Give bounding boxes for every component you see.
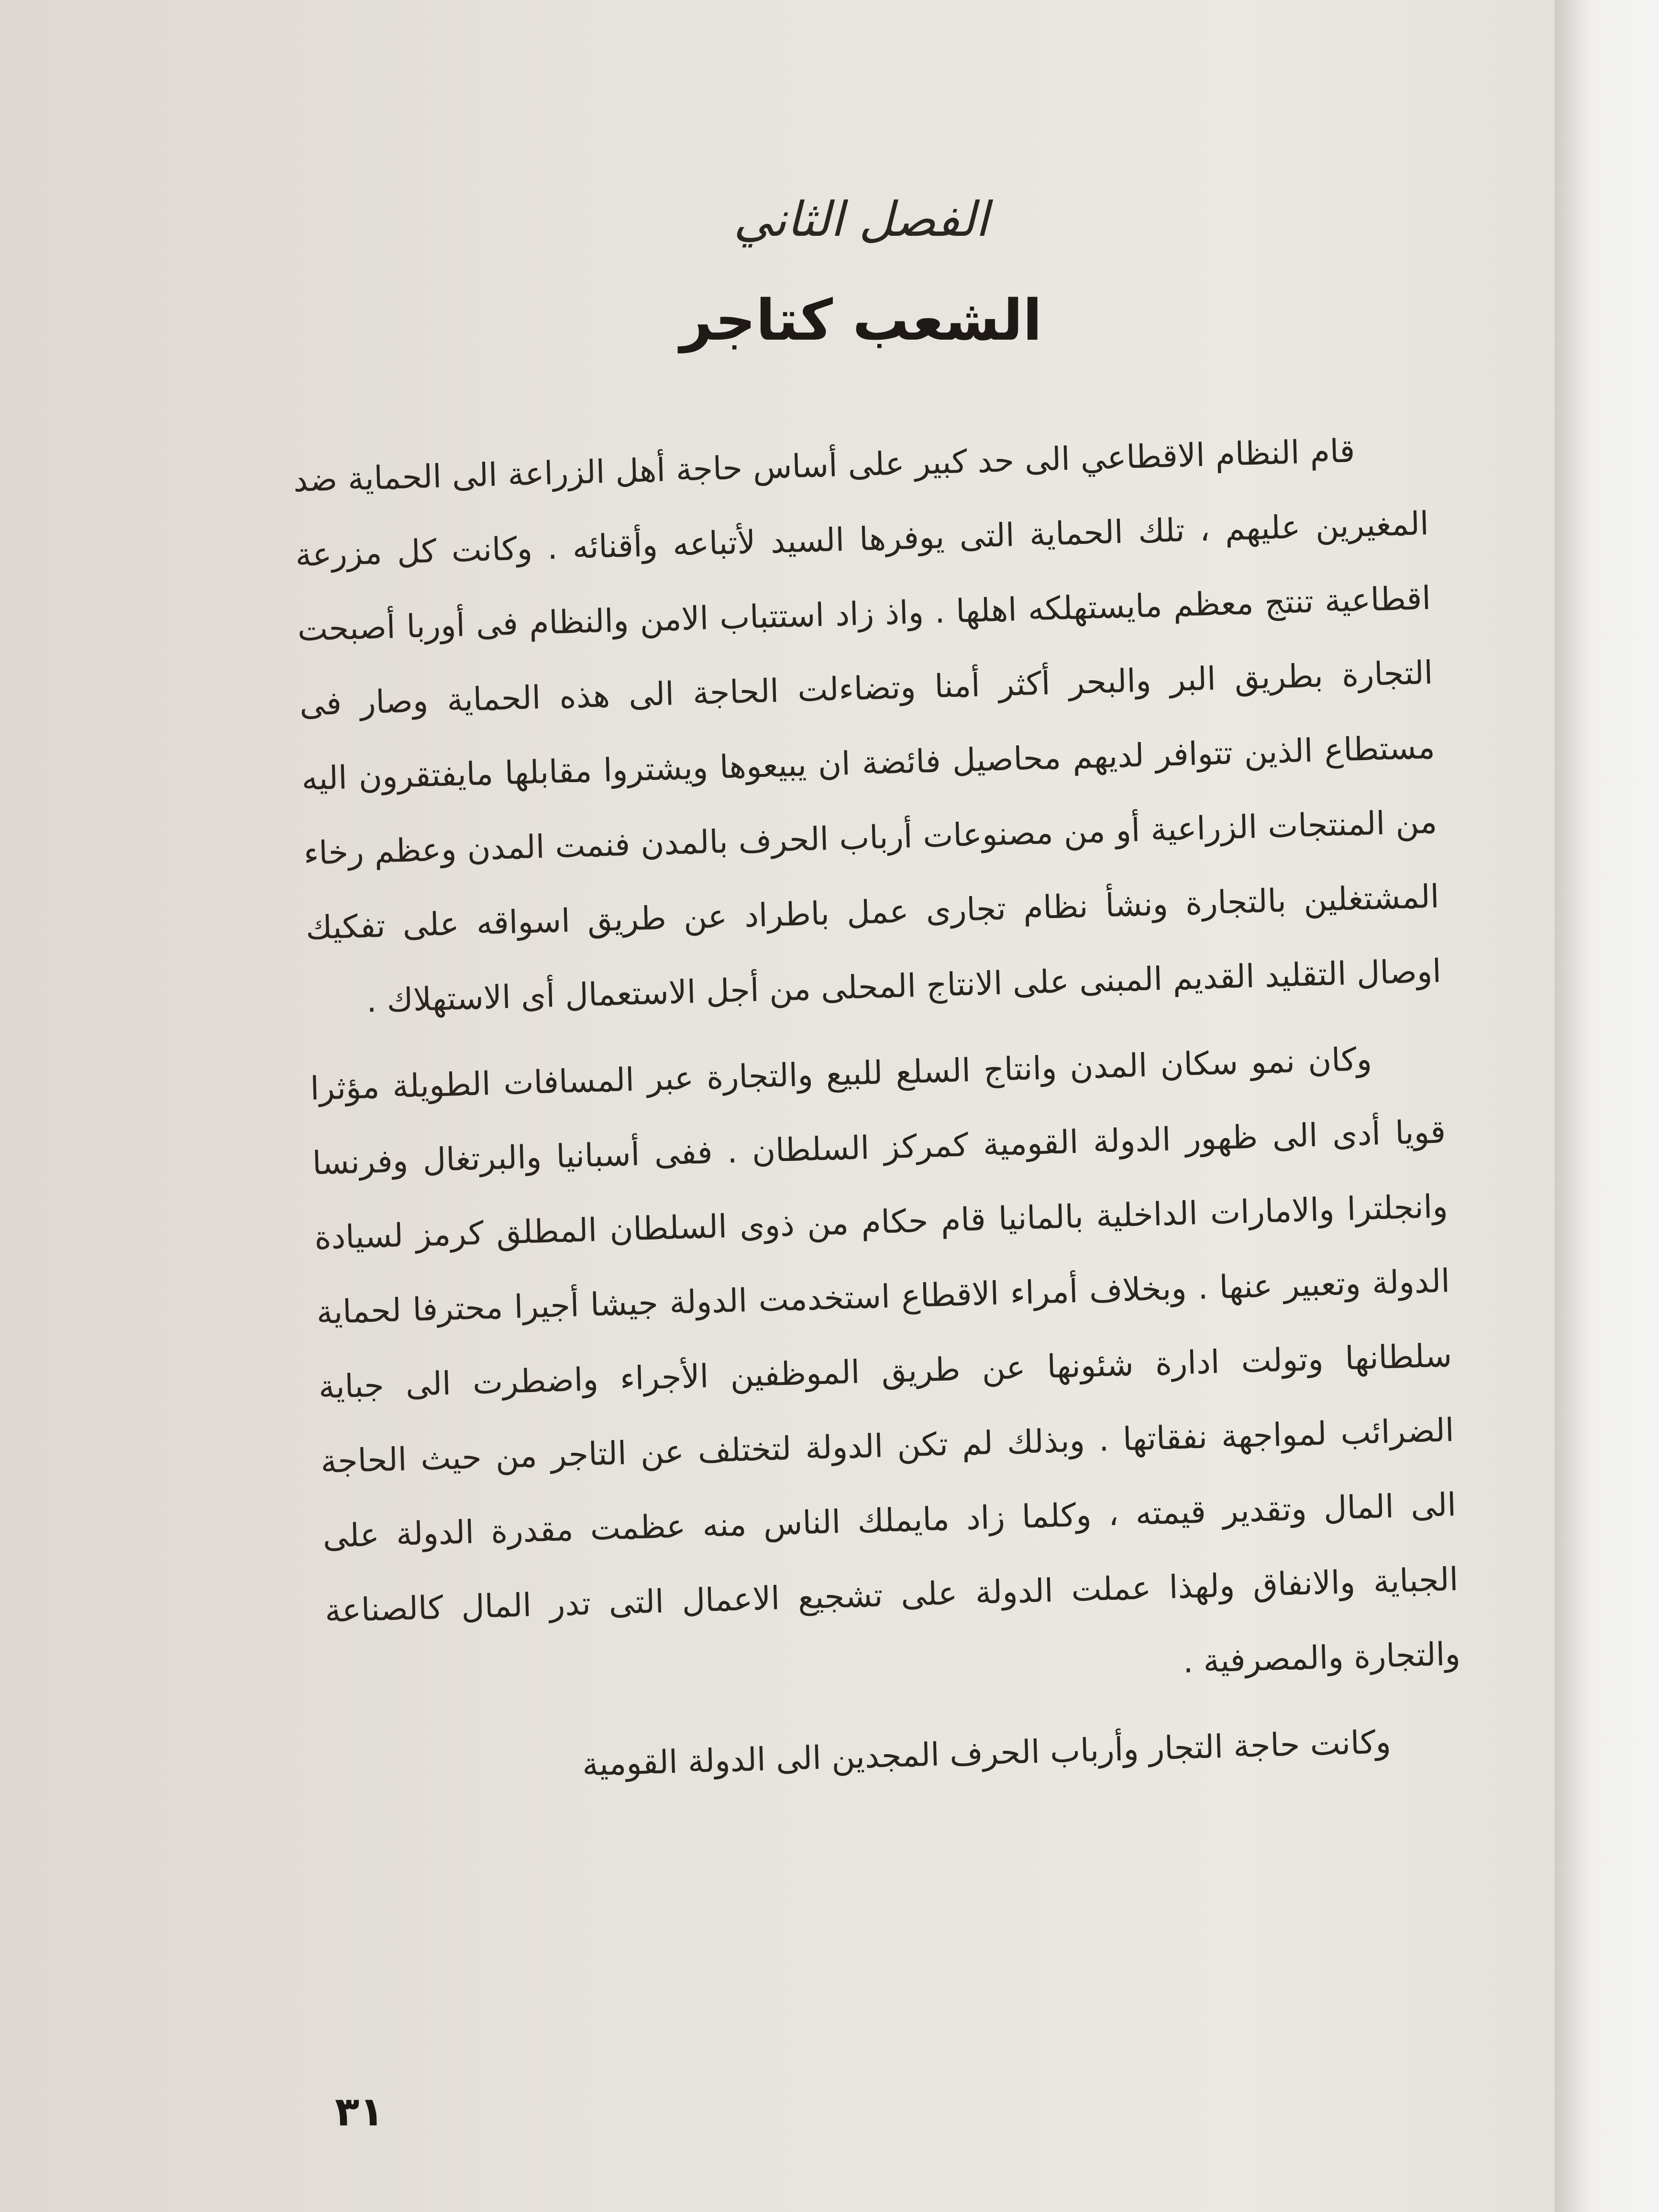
chapter-label: الفصل الثاني <box>733 191 989 247</box>
page-number: ٣١ <box>335 2088 384 2135</box>
background-surface <box>1555 0 1659 2212</box>
paragraph: وكانت حاجة التجار وأرباب الحرف المجدين الى الدولة القومية <box>581 1723 1392 1783</box>
body-text <box>292 411 1464 1809</box>
paragraph: وكان نمو سكان المدن وانتاج السلع للبيع والتجارة عبر المسافات الطويلة مؤثرا قويا أدى الى ظهور الدولة القومية كمركز السلطان . ففى أسبانيا والبرتغال وفرنسا وانجلترا والامارات الداخلية بالمانيا قام حكام من ذوى السلطان المطلق كرمز لسيادة الدولة وتعبير عنها . وبخلاف أمراء الاقطاع استخدمت الدولة جيشا أجيرا محترفا لحماية سلطانها وتولت ادارة شئونها عن طريق الموظفين الأجراء واضطرت الى جباية الضرائب لمواجهة نفقاتها . وبذلك لم تكن الدولة لتختلف عن التاجر من حيث الحاجة الى المال وتقدير قيمته ، وكلما زاد مايملك الناس منه عظمت مقدرة الدولة على الجباية والانفاق ولهذا عملت الدولة على تشجيع الاعمال التى تدر المال كالصناعة والتجارة والمصرفية . <box>310 1040 1461 1681</box>
chapter-title: الشعب كتاجر <box>680 287 1042 353</box>
paragraph: قام النظام الاقطاعي الى حد كبير على أساس حاجة أهل الزراعة الى الحماية ضد المغيرين عليهم ، تلك الحماية التى يوفرها السيد لأتباعه وأقنائه . وكانت كل مزرعة اقطاعية تنتج معظم مايستهلكه اهلها . واذ زاد استتباب الامن والنظام فى أوربا أصبحت التجارة بطريق البر والبحر أكثر أمنا وتضاءلت الحاجة الى هذه الحماية وصار فى مستطاع الذين تتوافر لديهم محاصيل فائضة ان يبيعوها ويشتروا مقابلها مايفتقرون اليه من المنتجات الزراعية أو من مصنوعات أرباب الحرف بالمدن فنمت المدن وعظم رخاء المشتغلين بالتجارة ونشأ نظام تجارى عمل باطراد عن طريق اسواقه على تفكيك اوصال التقليد القديم المبنى على الانتاج المحلى من أجل الاستعمال أى الاستهلاك . <box>293 432 1442 1020</box>
